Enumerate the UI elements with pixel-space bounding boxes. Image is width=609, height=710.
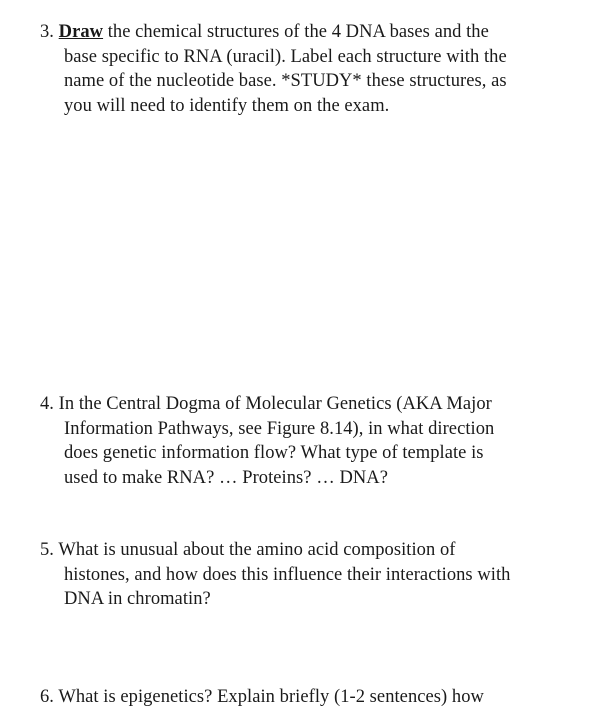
- question-3-line-1: [40, 20, 580, 45]
- question-6-text-1: What is epigenetics? Explain briefly (1-2 sentences) how: [58, 687, 484, 707]
- question-5-line-3: DNA in chromatin?: [64, 589, 211, 609]
- question-5-line-2: histones, and how does this influence their interactions with: [64, 564, 511, 585]
- question-5-text-1: What is unusual about the amino acid composition of: [58, 540, 456, 560]
- question-3-line-2: base specific to RNA (uracil). Label each structure with the: [64, 46, 507, 67]
- question-5-line-1: [40, 538, 580, 563]
- question-4-line-4: used to make RNA? … Proteins? … DNA?: [64, 467, 388, 488]
- question-3-text-1: the chemical structures of the 4 DNA bases and the: [103, 22, 489, 42]
- question-4-text-1: In the Central Dogma of Molecular Genetics (AKA Major: [58, 394, 492, 414]
- question-3-draw-emphasis: Draw: [58, 22, 104, 42]
- question-6: [40, 685, 580, 710]
- question-6-line-1: [40, 685, 580, 710]
- question-6-number: 6.: [40, 687, 54, 707]
- question-3: [40, 20, 580, 118]
- question-3-line-3: name of the nucleotide base. *STUDY* these structures, as: [64, 71, 507, 91]
- question-5-number: 5.: [40, 540, 54, 560]
- question-4: [40, 392, 580, 490]
- question-4-number: 4.: [40, 394, 54, 414]
- question-4-line-3: does genetic information flow? What type of template is: [64, 443, 484, 463]
- question-4-line-1: [40, 392, 580, 417]
- question-4-line-2: Information Pathways, see Figure 8.14), in what direction: [64, 418, 495, 439]
- question-3-number: 3.: [40, 22, 54, 42]
- question-5: [40, 538, 580, 612]
- question-3-line-4: you will need to identify them on the exam.: [64, 95, 390, 116]
